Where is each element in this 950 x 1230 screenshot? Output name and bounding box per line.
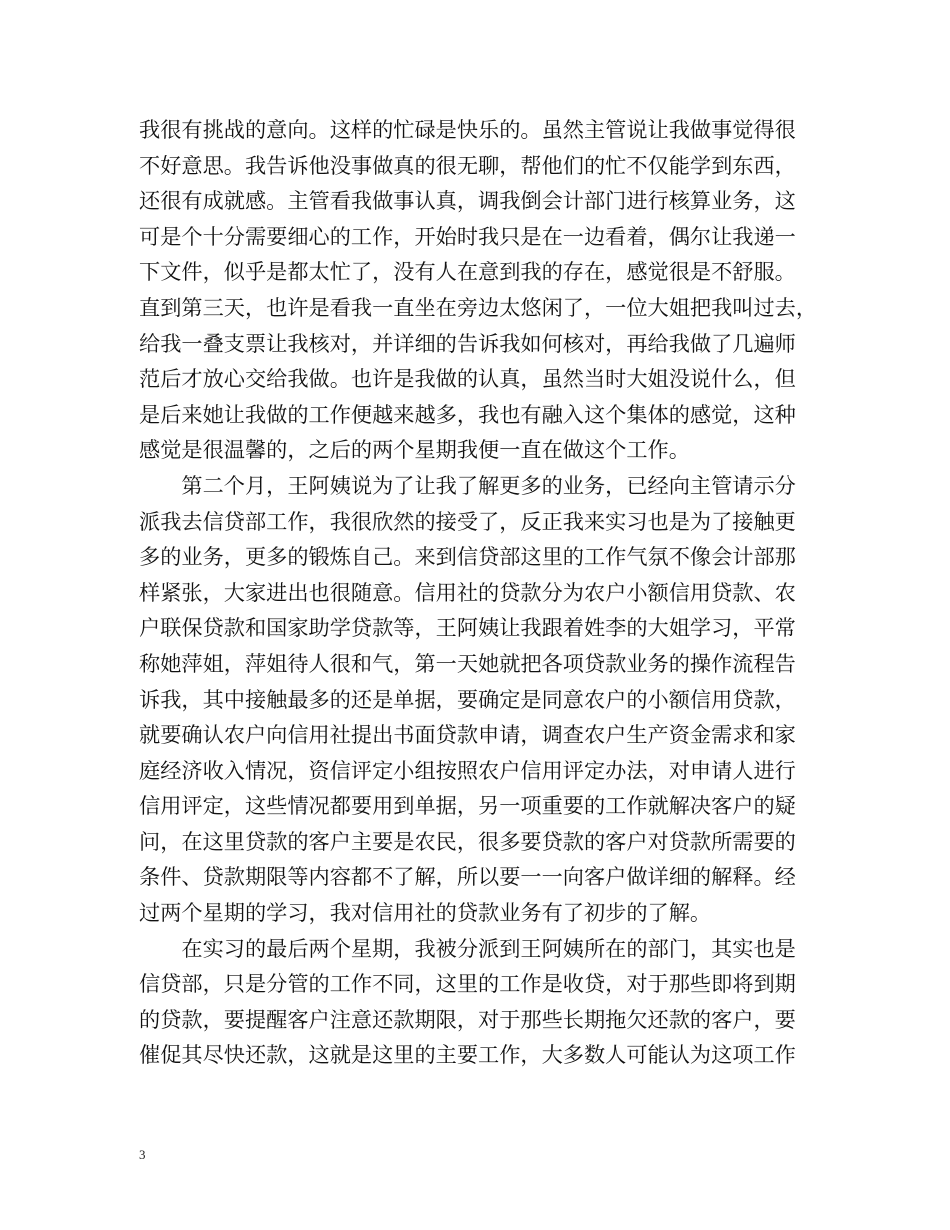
text-line: 称她萍姐，萍姐待人很和气，第一天她就把各项贷款业务的操作流程告 [139, 650, 796, 676]
text-line: 信用评定，这些情况都要用到单据，另一项重要的工作就解决客户的疑 [139, 793, 796, 819]
text-line: 还很有成就感。主管看我做事认真，调我倒会计部门进行核算业务，这 [139, 188, 796, 214]
page-number: 3 [139, 1147, 146, 1162]
text-line: 派我去信贷部工作，我很欣然的接受了，反正我来实习也是为了接触更 [139, 508, 796, 534]
text-line: 在实习的最后两个星期，我被分派到王阿姨所在的部门，其实也是 [139, 935, 796, 961]
text-line: 户联保贷款和国家助学贷款等，王阿姨让我跟着姓李的大姐学习，平常 [139, 615, 796, 641]
text-line: 感觉是很温馨的，之后的两个星期我便一直在做这个工作。 [139, 437, 690, 463]
text-line: 直到第三天，也许是看我一直坐在旁边太悠闲了，一位大姐把我叫过去， [139, 294, 818, 320]
text-line: 多的业务，更多的锻炼自己。来到信贷部这里的工作气氛不像会计部那 [139, 544, 796, 570]
text-line: 信贷部，只是分管的工作不同，这里的工作是收贷，对于那些即将到期 [139, 971, 796, 997]
text-line: 下文件，似乎是都太忙了，没有人在意到我的存在，感觉很是不舒服。 [139, 259, 796, 285]
text-line: 范后才放心交给我做。也许是我做的认真，虽然当时大姐没说什么，但 [139, 366, 796, 392]
text-line: 庭经济收入情况，资信评定小组按照农户信用评定办法，对申请人进行 [139, 757, 796, 783]
body-text [139, 112, 839, 1073]
text-line: 过两个星期的学习，我对信用社的贷款业务有了初步的了解。 [139, 900, 712, 926]
text-line: 就要确认农户向信用社提出书面贷款申请，调查农户生产资金需求和家 [139, 722, 796, 748]
text-line: 我很有挑战的意向。这样的忙碌是快乐的。虽然主管说让我做事觉得很 [139, 117, 796, 142]
text-line: 的贷款，要提醒客户注意还款期限，对于那些长期拖欠还款的客户，要 [139, 1006, 796, 1032]
text-line: 给我一叠支票让我核对，并详细的告诉我如何核对，再给我做了几遍师 [139, 330, 796, 356]
text-line: 是后来她让我做的工作便越来越多，我也有融入这个集体的感觉，这种 [139, 401, 796, 427]
text-line: 问，在这里贷款的客户主要是农民，很多要贷款的客户对贷款所需要的 [139, 828, 796, 854]
text-line: 第二个月，王阿姨说为了让我了解更多的业务，已经向主管请示分 [139, 472, 796, 498]
text-line: 可是个十分需要细心的工作，开始时我只是在一边看着，偶尔让我递一 [139, 223, 796, 249]
text-line: 催促其尽快还款，这就是这里的主要工作，大多数人可能认为这项工作 [139, 1042, 796, 1068]
text-line: 诉我，其中接触最多的还是单据，要确定是同意农户的小额信用贷款， [139, 686, 796, 712]
text-line: 不好意思。我告诉他没事做真的很无聊，帮他们的忙不仅能学到东西， [139, 152, 796, 178]
text-line: 样紧张，大家进出也很随意。信用社的贷款分为农户小额信用贷款、农 [139, 579, 796, 605]
text-line: 条件、贷款期限等内容都不了解，所以要一一向客户做详细的解释。经 [139, 864, 796, 890]
